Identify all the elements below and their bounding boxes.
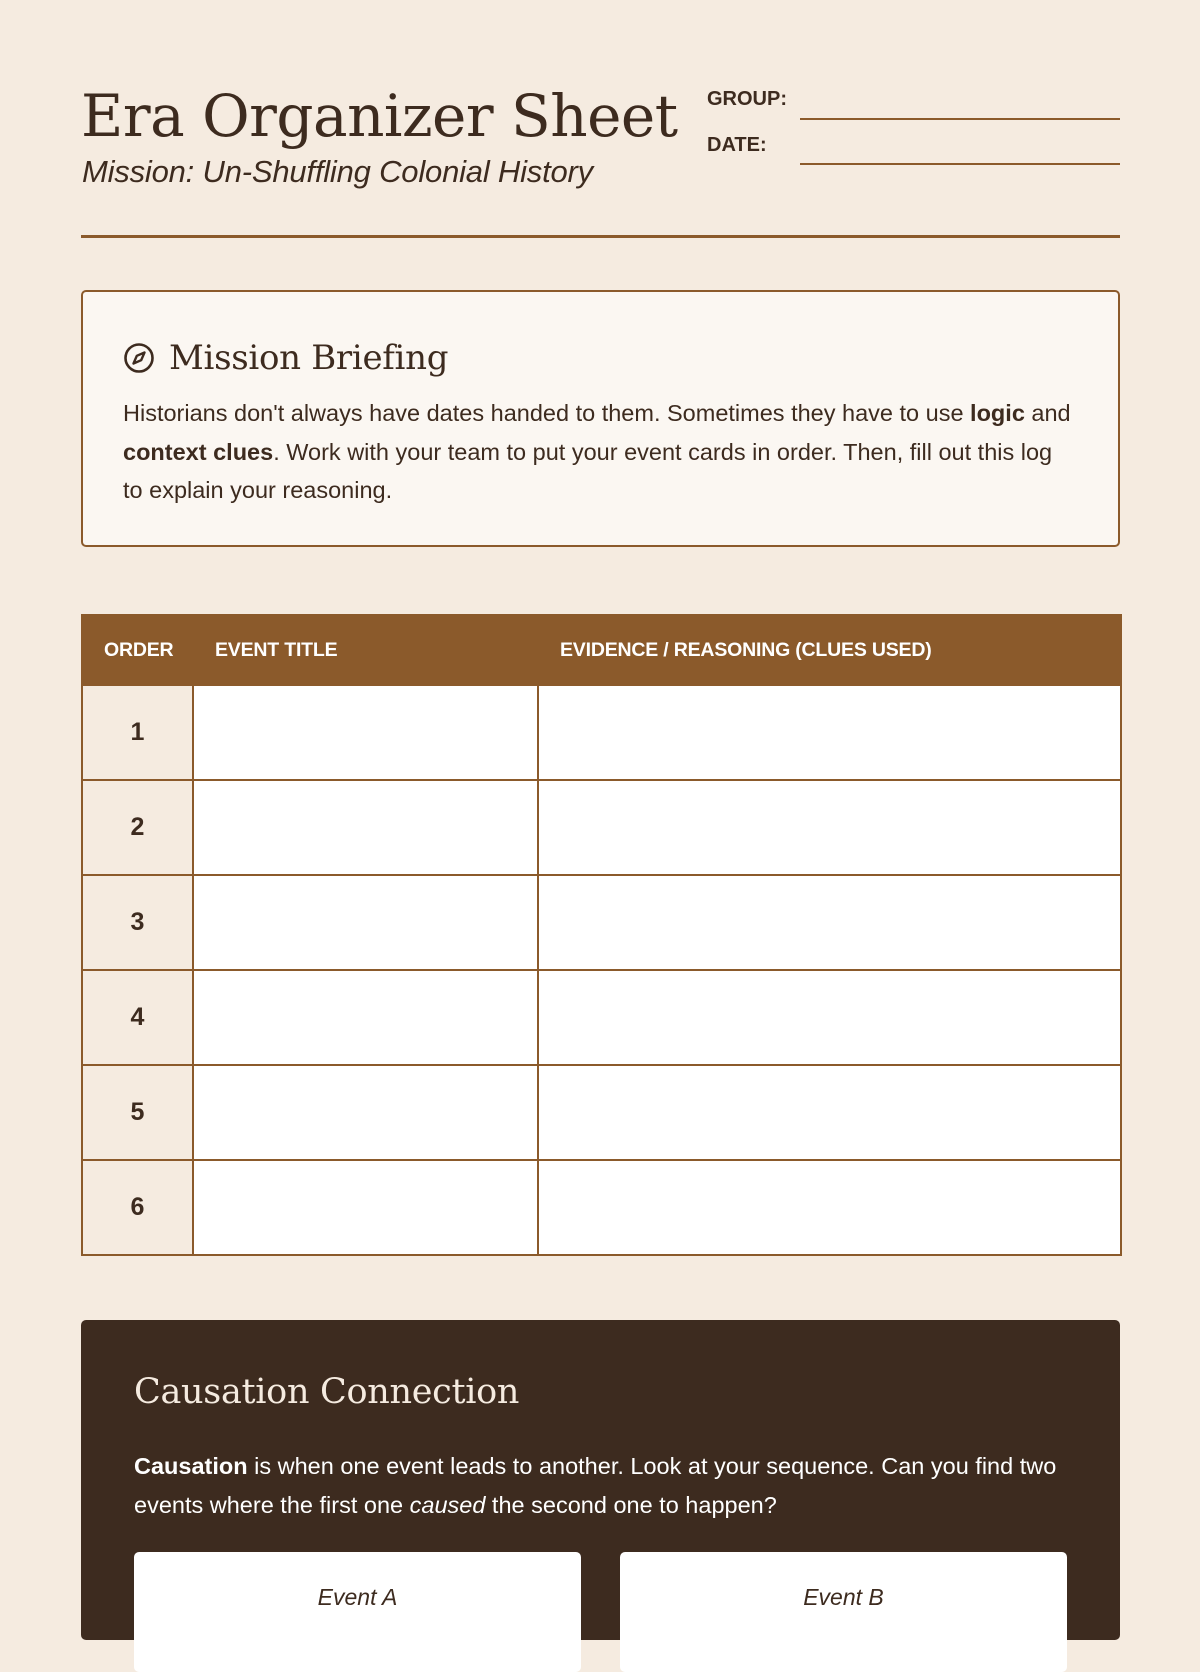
- mission-briefing-card: [81, 290, 1120, 547]
- briefing-bold-context-clues: context clues: [123, 438, 274, 465]
- causation-text: [134, 1447, 1074, 1524]
- order-number: 6: [82, 1160, 193, 1255]
- order-number: 2: [82, 780, 193, 875]
- table-row: [82, 1065, 1121, 1160]
- event-b-box[interactable]: [620, 1552, 1067, 1672]
- page-header: [81, 0, 1120, 238]
- evidence-cell[interactable]: [538, 780, 1121, 875]
- table-row: [82, 1160, 1121, 1255]
- evidence-cell[interactable]: [538, 970, 1121, 1065]
- order-number: 3: [82, 875, 193, 970]
- causation-text-part: the second one to happen?: [485, 1491, 777, 1518]
- evidence-cell[interactable]: [538, 1160, 1121, 1255]
- event-title-cell[interactable]: [193, 685, 538, 780]
- date-label: DATE:: [707, 134, 767, 156]
- briefing-text: [123, 394, 1073, 510]
- group-field[interactable]: [707, 86, 1120, 116]
- causation-italic-word: caused: [409, 1491, 486, 1518]
- order-number: 1: [82, 685, 193, 780]
- causation-connection-panel: [81, 1320, 1120, 1640]
- evidence-cell[interactable]: [538, 685, 1121, 780]
- column-header-order: ORDER: [82, 615, 193, 685]
- briefing-heading: [123, 336, 448, 380]
- briefing-text-part: . Work with your team to put your event cards in order. Then, fill out this log to explain your reasoning.: [123, 438, 1053, 503]
- event-order-table: [81, 614, 1122, 1256]
- table-row: [82, 970, 1121, 1065]
- event-a-label: Event A: [317, 1584, 398, 1610]
- event-title-cell[interactable]: [193, 1065, 538, 1160]
- briefing-text-part: and: [1024, 400, 1071, 426]
- group-write-line[interactable]: [800, 118, 1120, 120]
- event-a-box[interactable]: [134, 1552, 581, 1672]
- table-header-row: [82, 615, 1121, 685]
- causation-text-part: is when one event leads to another. Look at your sequence. Can you find two events where the first one: [134, 1453, 1057, 1518]
- causation-bold-term: Causation: [134, 1453, 248, 1479]
- briefing-title: Mission Briefing: [169, 338, 449, 378]
- causation-title: Causation Connection: [134, 1372, 520, 1412]
- table-row: [82, 780, 1121, 875]
- page-title: Era Organizer Sheet: [81, 82, 678, 150]
- event-title-cell[interactable]: [193, 875, 538, 970]
- column-header-evidence: EVIDENCE / REASONING (CLUES USED): [538, 615, 1121, 685]
- page-subtitle: Mission: Un-Shuffling Colonial History: [82, 154, 593, 189]
- event-title-cell[interactable]: [193, 780, 538, 875]
- group-label: GROUP:: [707, 88, 787, 110]
- evidence-cell[interactable]: [538, 1065, 1121, 1160]
- briefing-bold-logic: logic: [970, 400, 1025, 426]
- table-row: [82, 875, 1121, 970]
- event-title-cell[interactable]: [193, 1160, 538, 1255]
- column-header-event-title: EVENT TITLE: [193, 615, 538, 685]
- order-number: 4: [82, 970, 193, 1065]
- compass-icon: [123, 342, 155, 374]
- date-write-line[interactable]: [800, 163, 1120, 165]
- briefing-text-part: Historians don't always have dates handed to them. Sometimes they have to use: [123, 400, 971, 426]
- event-b-label: Event B: [803, 1584, 884, 1610]
- date-field[interactable]: [707, 132, 1120, 162]
- evidence-cell[interactable]: [538, 875, 1121, 970]
- table-row: [82, 685, 1121, 780]
- worksheet-page: [81, 0, 1120, 1610]
- event-title-cell[interactable]: [193, 970, 538, 1065]
- order-number: 5: [82, 1065, 193, 1160]
